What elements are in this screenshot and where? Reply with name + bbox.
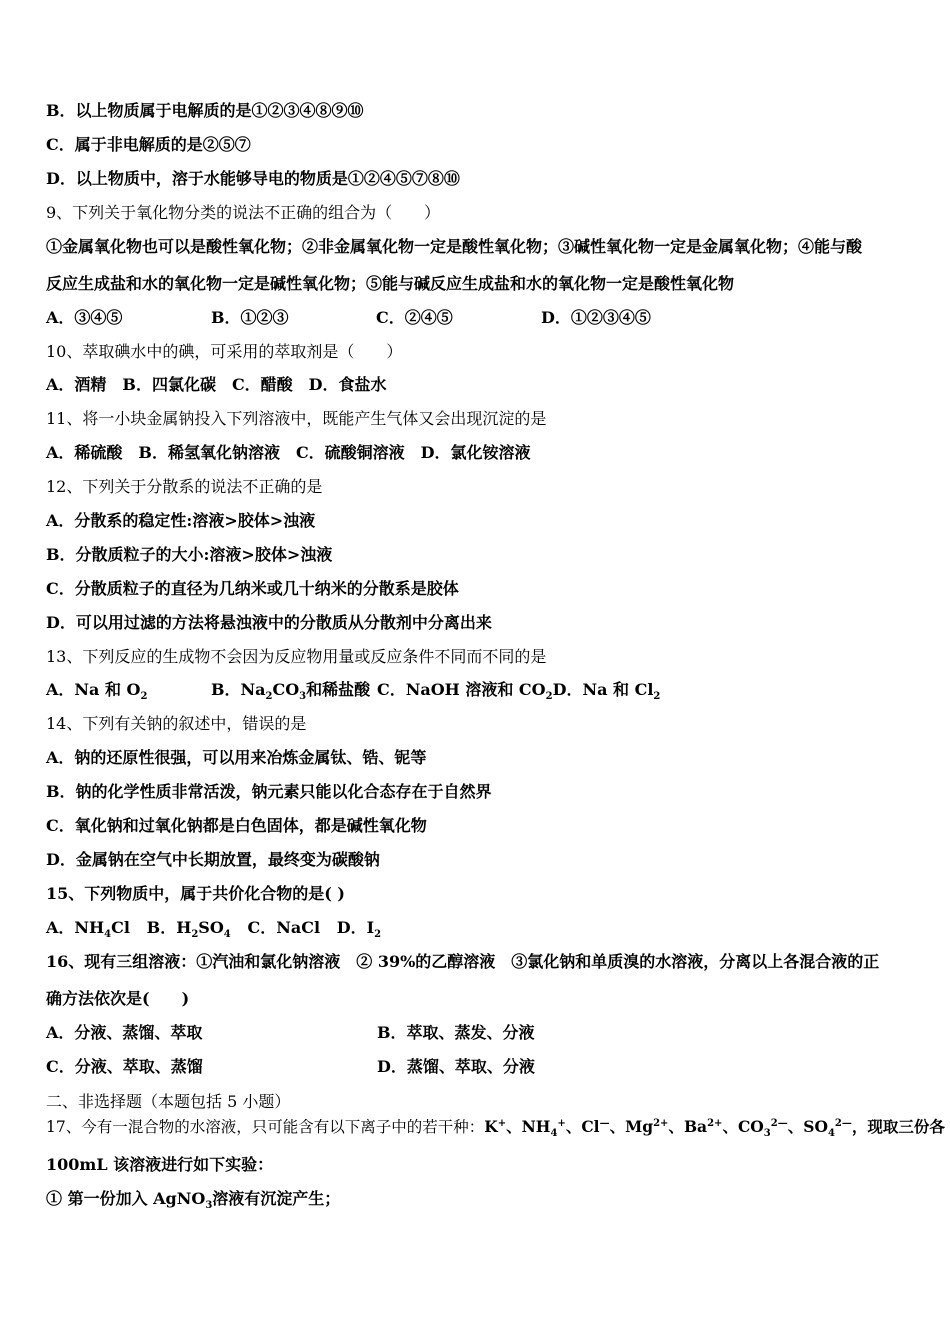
q17-stem-line1: 17、今有一混合物的水溶液，只可能含有以下离子中的若干种：K+、$NH_4^+$、Cl—、$Mg^{2+}$、$Ba^{2+}$、$CO_3^{2—}$、$SO_4^{2—}$，现取三份各 [46,1117,945,1140]
q14-option-b: B．钠的化学性质非常活泼，钠元素只能以化合态存在于自然界 [46,782,492,801]
q15-option-c: C．NaCl [247,918,321,937]
q11-stem: 11、将一小块金属钠投入下列溶液中，既能产生气体又会出现沉淀的是 [46,409,547,428]
q14-stem: 14、下列有关钠的叙述中，错误的是 [46,714,307,733]
q12-option-c: C．分散质粒子的直径为几纳米或几十纳米的分散系是胶体 [46,579,459,598]
q8-option-d: D．以上物质中，溶于水能够导电的物质是①②④⑤⑦⑧⑩ [46,169,460,188]
q16-options-row2 [46,1057,535,1077]
q16-option-c: C．分液、萃取、蒸馏 [46,1057,203,1076]
q13-options [46,680,661,703]
q16-stem-line1: 16、现有三组溶液：①汽油和氯化钠溶液 ② 39%的乙醇溶液 ③氯化钠和单质溴的水溶液，分离以上各混合液的正 [46,952,880,971]
q10-stem: 10、萃取碘水中的碘，可采用的萃取剂是（ ） [46,342,403,361]
q11-options: A．稀硫酸 B．稀氢氧化钠溶液 C．硫酸铜溶液 D．氯化铵溶液 [46,443,531,462]
q13-option-a: A．Na 和 $O_2$ [46,680,148,703]
section2-title: 二、非选择题（本题包括 5 小题） [46,1092,291,1111]
q9-text-line1: ①金属氧化物也可以是酸性氧化物；②非金属氧化物一定是酸性氧化物；③碱性氧化物一定是金属氧化物；④能与酸 [46,237,863,256]
q16-option-a: A．分液、蒸馏、萃取 [46,1023,203,1042]
q13-option-d: D．Na 和 $Cl_2$ [552,680,661,703]
q12-option-a: A．分散系的稳定性:溶液>胶体>浊液 [46,511,316,530]
q15-option-a: A．$NH_4Cl$ [46,918,130,941]
q9-options [46,308,651,328]
q16-option-d: D．蒸馏、萃取、分液 [377,1057,535,1076]
q9-text-line2: 反应生成盐和水的氧化物一定是碱性氧化物；⑤能与碱反应生成盐和水的氧化物一定是酸性氧化物 [46,274,735,293]
q15-option-d: D．$I_2$ [336,918,382,941]
q9-stem: 9、下列关于氧化物分类的说法不正确的组合为（ ） [46,203,441,222]
q14-option-a: A．钠的还原性很强，可以用来冶炼金属钛、锆、铌等 [46,748,427,767]
q9-option-a: A．③④⑤ [46,308,123,327]
q15-options [46,918,382,941]
ion-list: K+、$NH_4^+$、Cl—、$Mg^{2+}$、$Ba^{2+}$、$CO_3^{2—}$、$SO_4^{2—}$ [484,1117,852,1140]
q14-option-d: D．金属钠在空气中长期放置，最终变为碳酸钠 [46,850,380,869]
q15-option-b: B．$H_2SO_4$ [146,918,231,941]
q12-stem: 12、下列关于分散系的说法不正确的是 [46,477,323,496]
q13-option-b: B．$Na_2CO_3$和稀盐酸 [211,680,371,703]
q12-option-d: D．可以用过滤的方法将悬浊液中的分散质从分散剂中分离出来 [46,613,492,632]
q15-stem: 15、下列物质中，属于共价化合物的是( ) [46,884,345,903]
q9-option-d: D．①②③④⑤ [541,308,651,327]
q8-option-c: C．属于非电解质的是②⑤⑦ [46,135,251,154]
q17-experiment-1: ① 第一份加入 AgNO$_3$溶液有沉淀产生； [46,1189,341,1212]
q13-stem: 13、下列反应的生成物不会因为反应物用量或反应条件不同而不同的是 [46,647,547,666]
q16-stem-line2: 确方法依次是( ) [46,989,190,1008]
q9-option-c: C．②④⑤ [376,308,453,327]
q8-option-b: B．以上物质属于电解质的是①②③④⑧⑨⑩ [46,101,364,120]
q16-options-row1 [46,1023,535,1043]
q12-option-b: B．分散质粒子的大小:溶液>胶体>浊液 [46,545,333,564]
q10-options: A．酒精 B．四氯化碳 C．醋酸 D．食盐水 [46,375,387,394]
q16-option-b: B．萃取、蒸发、分液 [377,1023,535,1042]
q13-option-c: C．NaOH 溶液和 $CO_2$ [377,680,553,703]
q9-option-b: B．①②③ [211,308,289,327]
q17-stem-line2: 100mL 该溶液进行如下实验： [46,1155,274,1174]
q14-option-c: C．氧化钠和过氧化钠都是白色固体，都是碱性氧化物 [46,816,427,835]
